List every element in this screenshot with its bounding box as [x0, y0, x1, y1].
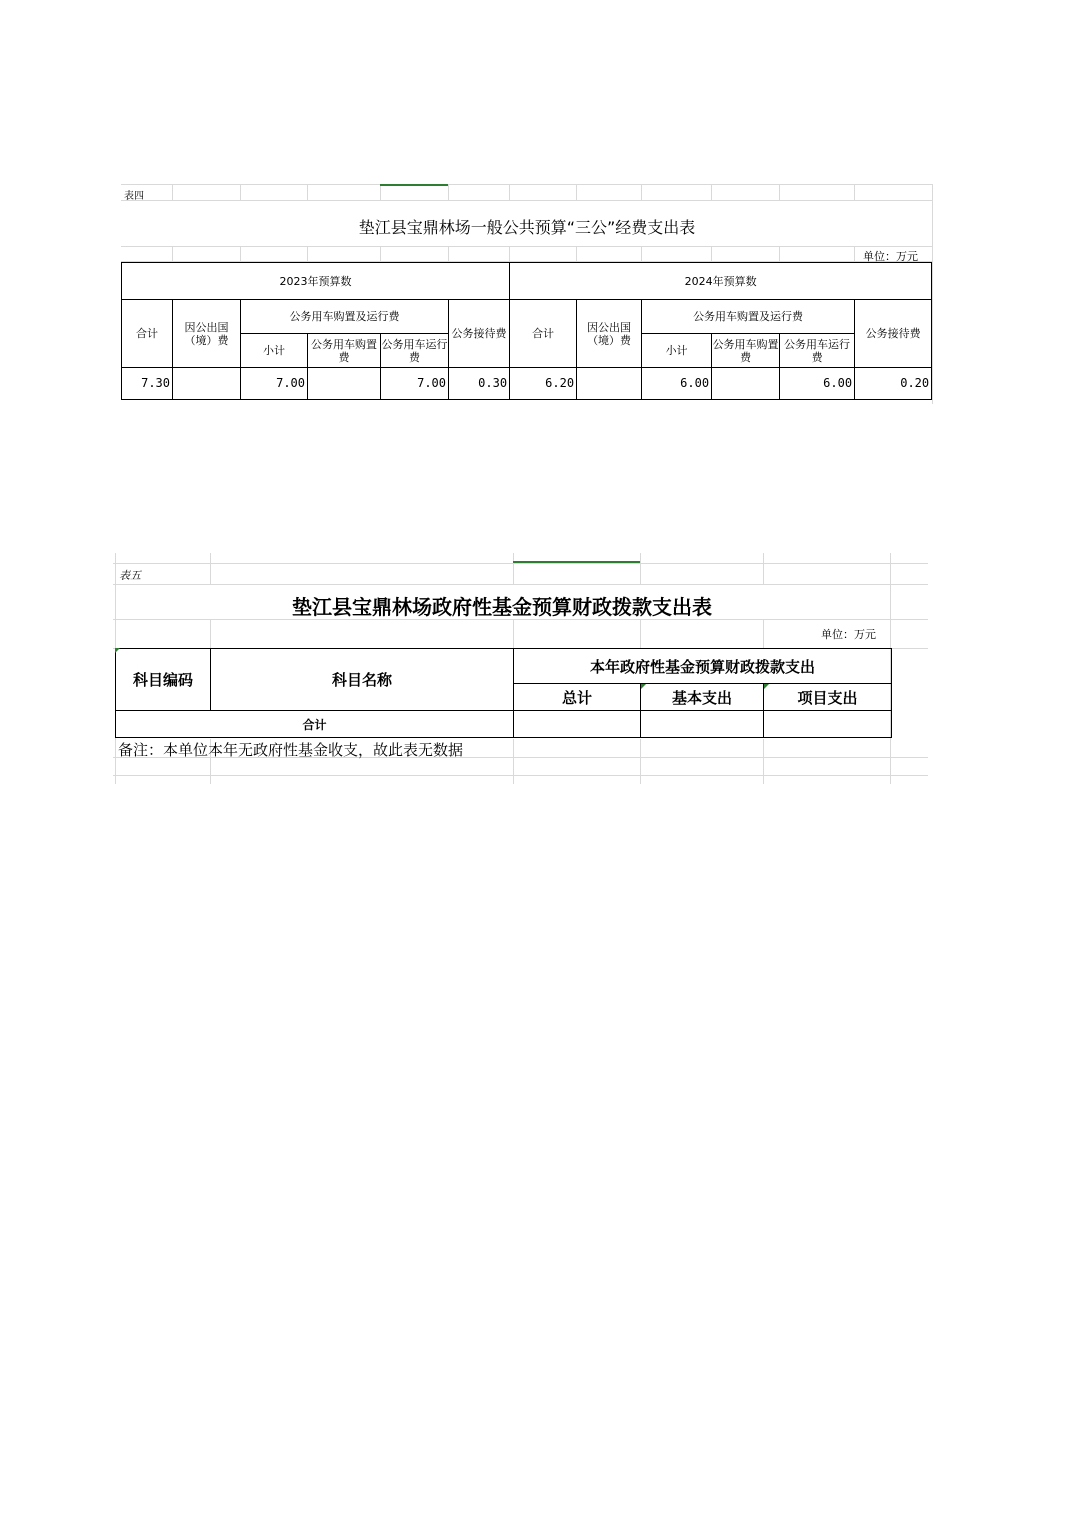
- basic-header-label: 基本支出: [671, 688, 732, 707]
- project-cell: [764, 711, 892, 738]
- a-abroad-header: 因公出国（境）费: [173, 300, 241, 368]
- year-2024-header: 2024年预算数: [510, 263, 932, 300]
- table5-title: 垫江县宝鼎林场政府性基金预算财政拨款支出表: [292, 595, 712, 619]
- expenditure-group-header: 本年政府性基金预算财政拨款支出: [514, 649, 892, 684]
- basic-header: [641, 684, 764, 711]
- b-purchase-header: 公务用车购置费: [712, 334, 780, 368]
- basic-cell: [641, 711, 764, 738]
- b-abroad-cell: [577, 368, 642, 400]
- a-subtotal-cell: 7.00: [241, 368, 308, 400]
- table5-label: 表五: [119, 569, 141, 582]
- b-total-header: 合计: [510, 300, 577, 368]
- a-purchase-cell: [308, 368, 381, 400]
- a-purchase-header: 公务用车购置费: [308, 334, 381, 368]
- table5-sheet: [113, 553, 928, 784]
- b-purchase-cell: [712, 368, 780, 400]
- table-row: [116, 711, 892, 738]
- a-reception-header: 公务接待费: [449, 300, 510, 368]
- b-reception-cell: 0.20: [855, 368, 932, 400]
- table4-label: 表四: [124, 191, 144, 202]
- table4-grid: [121, 262, 932, 400]
- a-abroad-cell: [173, 368, 241, 400]
- project-header: [764, 684, 892, 711]
- year-2023-header: 2023年预算数: [122, 263, 510, 300]
- b-reception-header: 公务接待费: [855, 300, 932, 368]
- a-operation-header: 公务用车运行费: [381, 334, 449, 368]
- table5-grid: [115, 648, 892, 738]
- table4-sheet: [121, 184, 933, 404]
- table4-title: 垫江县宝鼎林场一般公共预算“三公”经费支出表: [358, 218, 696, 237]
- b-operation-header: 公务用车运行费: [780, 334, 855, 368]
- a-reception-cell: 0.30: [449, 368, 510, 400]
- a-total-cell: 7.30: [122, 368, 173, 400]
- total-row-label: 合计: [116, 711, 514, 738]
- b-abroad-header: 因公出国（境）费: [577, 300, 642, 368]
- b-total-cell: 6.20: [510, 368, 577, 400]
- a-total-header: 合计: [122, 300, 173, 368]
- a-vehicle-header: 公务用车购置及运行费: [241, 300, 449, 334]
- table5-unit: 单位：万元: [821, 628, 876, 641]
- b-subtotal-cell: 6.00: [642, 368, 712, 400]
- b-operation-cell: 6.00: [780, 368, 855, 400]
- table4-unit: 单位：万元: [863, 250, 918, 263]
- table-row: [122, 368, 932, 400]
- code-header: 科目编码: [116, 649, 211, 711]
- a-operation-cell: 7.00: [381, 368, 449, 400]
- project-header-label: 项目支出: [797, 688, 858, 707]
- table5-note: 备注：本单位本年无政府性基金收支，故此表无数据: [118, 741, 464, 759]
- total-cell: [514, 711, 641, 738]
- b-vehicle-header: 公务用车购置及运行费: [642, 300, 855, 334]
- name-header: 科目名称: [211, 649, 514, 711]
- total-header: 总计: [514, 684, 641, 711]
- a-subtotal-header: 小计: [241, 334, 308, 368]
- b-subtotal-header: 小计: [642, 334, 712, 368]
